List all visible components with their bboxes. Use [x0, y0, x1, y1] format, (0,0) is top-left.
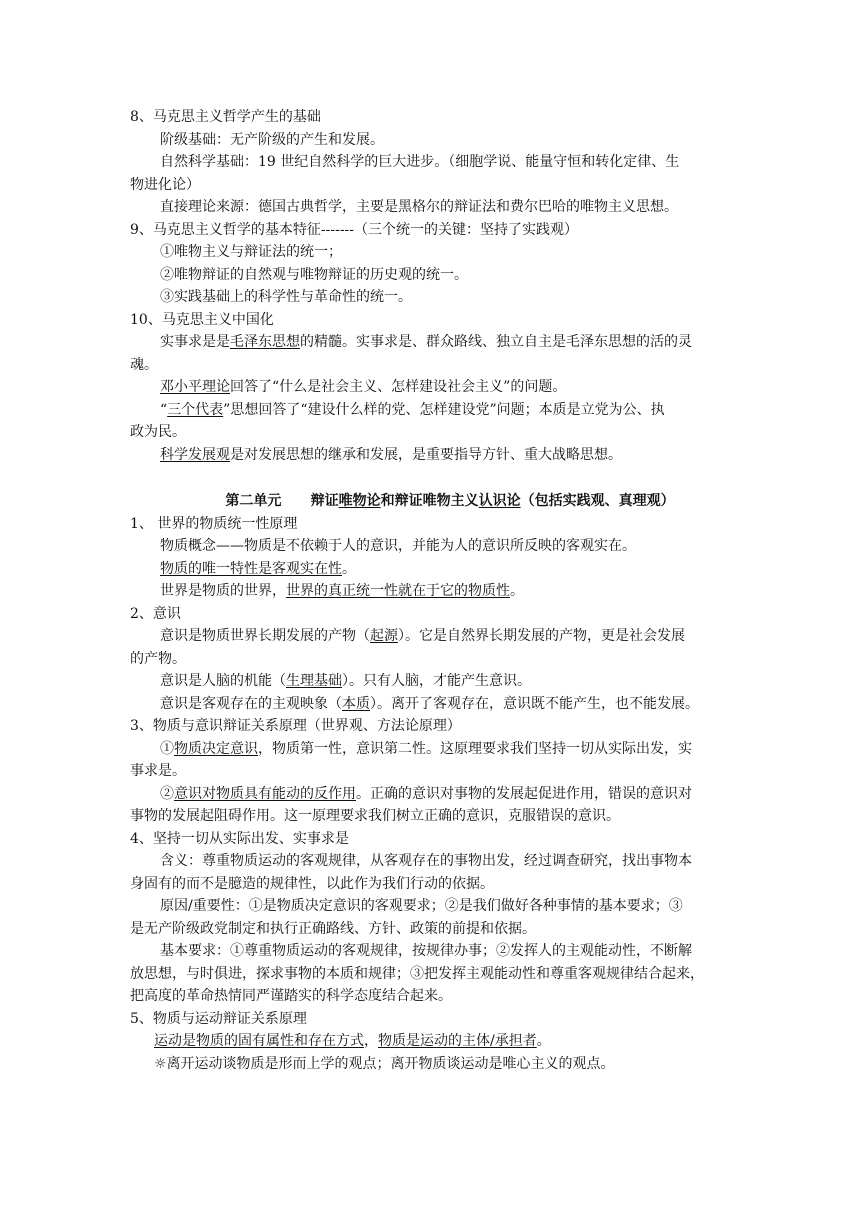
list-item: ②唯物辩证的自然观与唯物辩证的历史观的统一。 — [160, 266, 468, 283]
underlined-term: 意识对物质具有能动的反作用 — [174, 785, 356, 802]
underlined-term: 物质是运动的主体/承担者 — [378, 1033, 537, 1049]
paragraph: 意识是人脑的机能（生理基础）。只有人脑，才能产生意识。 — [160, 673, 531, 689]
paragraph: ☼离开运动谈物质是形而上学的观点；离开物质谈运动是唯心主义的观点。 — [154, 1055, 615, 1072]
paragraph-continuation: 魂。 — [130, 356, 158, 373]
paragraph: 物质的唯一特性是客观实在性。 — [160, 560, 356, 577]
section-2-heading: 2、意识 — [130, 605, 181, 622]
section-8-heading: 8、马克思主义哲学产生的基础 — [130, 109, 321, 125]
underlined-term: 科学发展观 — [160, 446, 230, 463]
section-4-heading: 4、坚持一切从实际出发、实事求是 — [130, 830, 349, 847]
paragraph-continuation: 事求是。 — [130, 763, 186, 779]
underlined-term: 世界的真正统一性就在于它的物质性 — [286, 583, 510, 599]
paragraph: 阶级基础：无产阶级的产生和发展。 — [160, 131, 384, 148]
paragraph-continuation: 身固有的而不是臆造的规律性，以此作为我们行动的依据。 — [130, 875, 494, 892]
paragraph: ②意识对物质具有能动的反作用。正确的意识对事物的发展起促进作用，错误的意识对 — [160, 785, 692, 802]
underlined-term: 唯物论 — [338, 493, 381, 509]
paragraph-continuation: 是无产阶级政党制定和执行正确路线、方针、政策的前提和依据。 — [130, 920, 536, 937]
paragraph-continuation: 物进化论） — [130, 176, 200, 193]
paragraph: 直接理论来源：德国古典哲学，主要是黑格尔的辩证法和费尔巴哈的唯物主义思想。 — [160, 199, 678, 215]
section-10-heading: 10、马克思主义中国化 — [130, 311, 274, 328]
section-3-heading: 3、物质与意识辩证关系原理（世界观、方法论原理） — [130, 718, 461, 734]
paragraph: 物质概念——物质是不依赖于人的意识，并能为人的意识所反映的客观实在。 — [160, 538, 636, 554]
paragraph: 实事求是是毛泽东思想的精髓。实事求是、群众路线、独立自主是毛泽东思想的活的灵 — [160, 334, 692, 350]
unit-heading: 第二单元 辩证唯物论和辩证唯物主义认识论（包括实践观、真理观） — [225, 493, 675, 509]
paragraph-continuation: 把高度的革命热情同严谨踏实的科学态度结合起来。 — [130, 988, 452, 1004]
underlined-term: 物质决定意识 — [174, 740, 258, 757]
section-5-heading: 5、物质与运动辩证关系原理 — [130, 1010, 307, 1027]
paragraph-continuation: 的产物。 — [130, 650, 186, 667]
section-1-heading: 1、 世界的物质统一性原理 — [130, 515, 298, 532]
underlined-term: 毛泽东思想 — [230, 334, 300, 350]
paragraph-continuation: 事物的发展起阻碍作用。这一原理要求我们树立正确的意识，克服错误的意识。 — [130, 808, 620, 824]
paragraph: 基本要求：①尊重物质运动的客观规律，按规律办事；②发挥人的主观能动性，不断解 — [160, 943, 692, 959]
underlined-term: 本质 — [342, 695, 370, 712]
paragraph: 原因/重要性：①是物质决定意识的客观要求；②是我们做好各种事情的基本要求；③ — [160, 898, 683, 914]
document-body — [130, 106, 730, 1075]
paragraph-continuation: 放思想，与时俱进，探求事物的本质和规律；③把发挥主观能动性和尊重客观规律结合起来， — [130, 965, 704, 982]
paragraph: 邓小平理论回答了“什么是社会主义、怎样建设社会主义”的问题。 — [160, 379, 567, 395]
paragraph: 世界是物质的世界，世界的真正统一性就在于它的物质性。 — [160, 583, 524, 599]
paragraph: 运动是物质的固有属性和存在方式，物质是运动的主体/承担者。 — [154, 1033, 551, 1049]
underlined-term: 认识论 — [478, 493, 521, 509]
underlined-term: 生理基础 — [286, 673, 342, 689]
underlined-term: 起源 — [370, 628, 398, 644]
paragraph: 自然科学基础：19 世纪自然科学的巨大进步。（细胞学说、能量守恒和转化定律、生 — [160, 154, 680, 170]
list-item: ①唯物主义与辩证法的统一； — [160, 244, 342, 260]
paragraph-continuation: 政为民。 — [130, 424, 186, 440]
paragraph: 科学发展观是对发展思想的继承和发展，是重要指导方针、重大战略思想。 — [160, 446, 622, 463]
paragraph: 意识是物质世界长期发展的产物（起源）。它是自然界长期发展的产物，更是社会发展 — [160, 628, 685, 644]
underlined-term: 邓小平理论 — [160, 379, 230, 395]
paragraph: 意识是客观存在的主观映象（本质）。离开了客观存在，意识既不能产生，也不能发展。 — [160, 695, 699, 712]
underlined-term: 三个代表 — [167, 401, 224, 418]
list-item: ③实践基础上的科学性与革命性的统一。 — [160, 289, 412, 305]
paragraph: 含义：尊重物质运动的客观规律，从客观存在的事物出发，经过调查研究，找出事物本 — [160, 853, 692, 869]
paragraph: “三个代表”思想回答了“建设什么样的党、怎样建设党”问题；本质是立党为公、执 — [160, 401, 665, 418]
paragraph: ①物质决定意识，物质第一性，意识第二性。这原理要求我们坚持一切从实际出发，实 — [160, 740, 692, 757]
underlined-term: 物质的唯一特性是客观实在性 — [160, 560, 342, 577]
underlined-term: 运动是物质的固有属性和存在方式 — [154, 1033, 364, 1049]
section-9-heading: 9、马克思主义哲学的基本特征-------（三个统一的关键：坚持了实践观） — [130, 221, 579, 238]
